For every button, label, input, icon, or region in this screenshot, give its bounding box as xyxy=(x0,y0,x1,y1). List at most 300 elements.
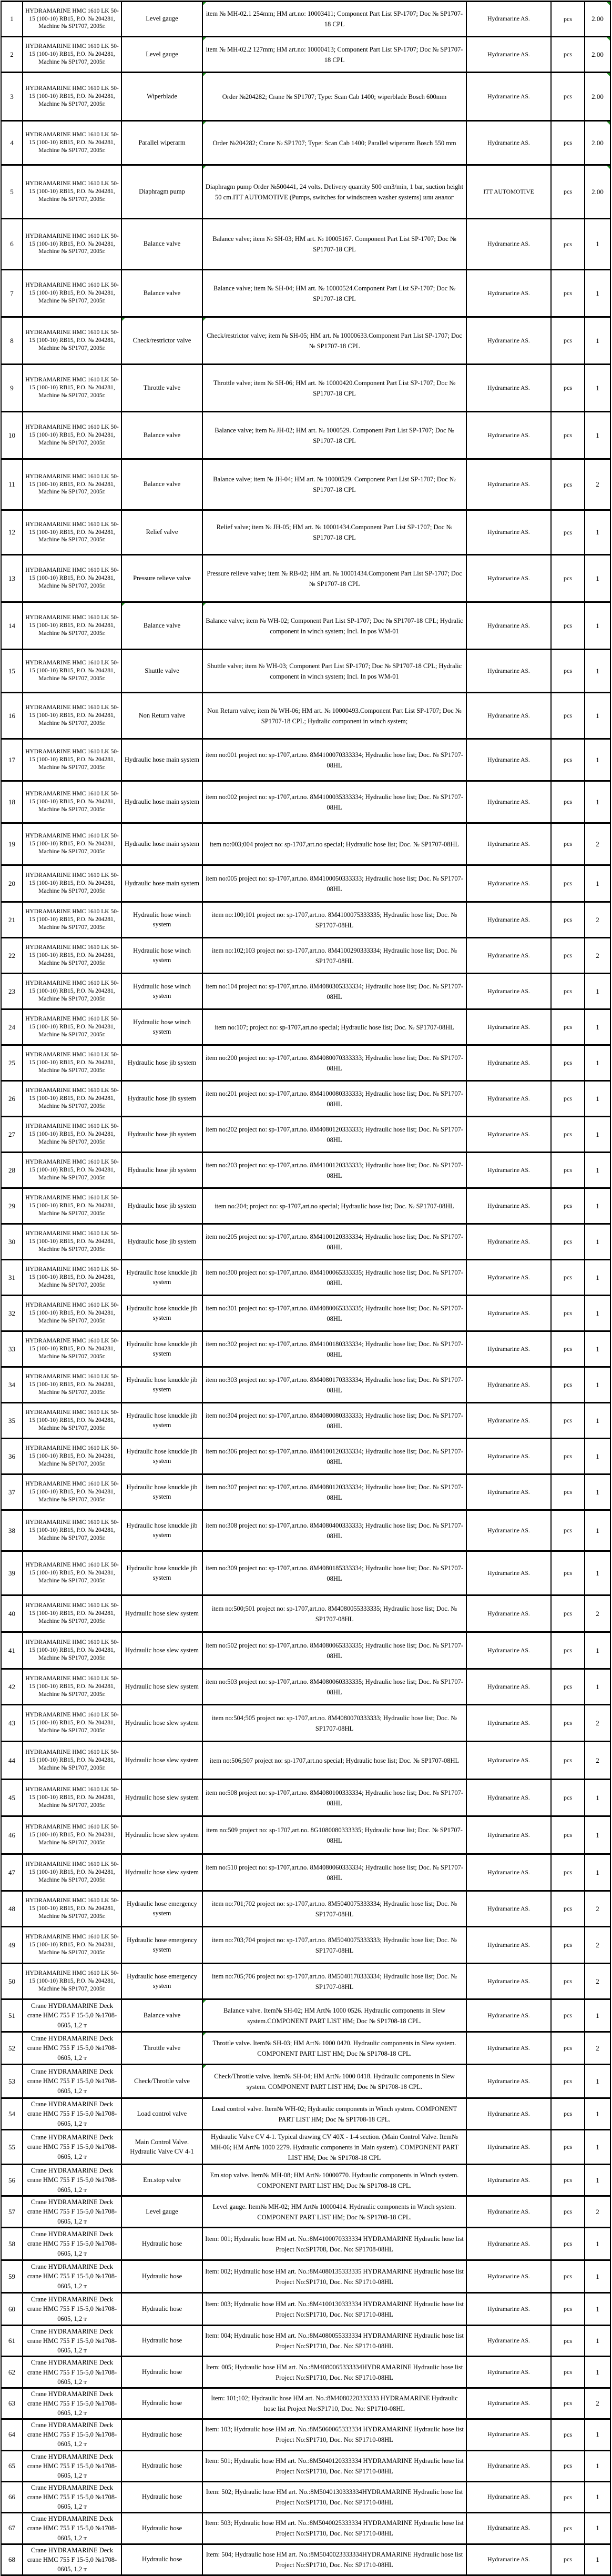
row-number-cell: 28 xyxy=(1,1153,23,1188)
item-type-cell: Balance valve xyxy=(121,412,202,459)
comment-marker-icon xyxy=(203,122,206,125)
item-type-cell: Hydraulic hose winch system xyxy=(121,1009,202,1045)
machine-cell: HYDRAMARINE HMC 1610 LK 50-15 (100-10) RB15, P.O. № 204281, Machine № SP1707, 2005г. xyxy=(23,317,121,365)
machine-cell: HYDRAMARINE HMC 1610 LK 50-15 (100-10) RB15, P.O. № 204281, Machine № SP1707, 2005г. xyxy=(23,219,121,270)
quantity-cell: 1 xyxy=(585,2544,610,2575)
brand-cell: Hydramarine AS. xyxy=(466,2450,551,2481)
row-number-cell: 31 xyxy=(1,1260,23,1296)
machine-cell: HYDRAMARINE HMC 1610 LK 50-15 (100-10) RB15, P.O. № 204281, Machine № SP1707, 2005г. xyxy=(23,650,121,693)
table-row xyxy=(1,2228,610,2260)
quantity-cell: 2 xyxy=(585,1595,610,1632)
item-type-cell: Hydraulic hose knuckle jib system xyxy=(121,1367,202,1403)
description-cell: item no:307 project no: sp-1707,art.no. 8M4080120333334; Hydraulic hose list; Doc. № SP1707-08HL xyxy=(202,1474,466,1510)
table-row xyxy=(1,555,610,602)
description-cell: item no:205 project no: sp-1707,art.no. 8M4100120333334; Hydraulic hose list; Doc. № SP1707-08HL xyxy=(202,1224,466,1260)
unit-cell: pcs xyxy=(551,1045,585,1081)
description-cell: item no:200 project no: sp-1707,art.no. 8M4080070333333; Hydraulic hose list; Doc. № SP1707-08HL xyxy=(202,1045,466,1081)
table-row xyxy=(1,602,610,650)
brand-cell: Hydramarine AS. xyxy=(466,317,551,365)
table-row xyxy=(1,1296,610,1331)
machine-cell: Crane HYDRAMARINE Deck crane HMC 755 F 15-5,0 №1708-0605, 1,2 т xyxy=(23,2196,121,2228)
brand-cell: Hydramarine AS. xyxy=(466,1964,551,1999)
item-type-cell: Hydraulic hose main system xyxy=(121,823,202,865)
row-number-cell: 44 xyxy=(1,1742,23,1780)
unit-cell: pcs xyxy=(551,73,585,121)
brand-cell: Hydramarine AS. xyxy=(466,555,551,602)
item-type-cell: Hydraulic hose slew system xyxy=(121,1669,202,1705)
table-row xyxy=(1,1403,610,1439)
unit-cell: pcs xyxy=(551,2196,585,2228)
quantity-cell: 2 xyxy=(585,459,610,510)
unit-cell: pcs xyxy=(551,974,585,1009)
brand-cell: Hydramarine AS. xyxy=(466,2388,551,2419)
quantity-cell: 1 xyxy=(585,781,610,823)
unit-cell: pcs xyxy=(551,2130,585,2165)
table-row xyxy=(1,2293,610,2326)
brand-cell: Hydramarine AS. xyxy=(466,1999,551,2032)
machine-cell: Crane HYDRAMARINE Deck crane HMC 755 F 15-5,0 №1708-0605, 1,2 т xyxy=(23,2388,121,2419)
row-number-cell: 19 xyxy=(1,823,23,865)
machine-cell: HYDRAMARINE HMC 1610 LK 50-15 (100-10) RB15, P.O. № 204281, Machine № SP1707, 2005г. xyxy=(23,1669,121,1705)
table-row xyxy=(1,938,610,974)
brand-cell: Hydramarine AS. xyxy=(466,1669,551,1705)
brand-cell: Hydramarine AS. xyxy=(466,2032,551,2065)
table-row xyxy=(1,823,610,865)
row-number-cell: 48 xyxy=(1,1891,23,1927)
machine-cell: HYDRAMARINE HMC 1610 LK 50-15 (100-10) RB15, P.O. № 204281, Machine № SP1707, 2005г. xyxy=(23,1854,121,1891)
unit-cell: pcs xyxy=(551,2357,585,2388)
quantity-cell: 2 xyxy=(585,902,610,938)
description-cell: item № MH-02.1 254mm; HM art.no: 10003411; Component Part List SP-1707; Doc № SP1707-18 CPL xyxy=(202,2,466,37)
quantity-cell: 1 xyxy=(585,2130,610,2165)
description-cell: Check/restrictor valve; item № SH-05; HM art. № 10000633.Component Part List SP-1707; Doc № SP1707-18 CPL xyxy=(202,317,466,365)
brand-cell: Hydramarine AS. xyxy=(466,1632,551,1669)
brand-cell: Hydramarine AS. xyxy=(466,37,551,73)
table-row xyxy=(1,739,610,781)
item-type-cell: Balance valve xyxy=(121,270,202,317)
brand-cell: Hydramarine AS. xyxy=(466,2357,551,2388)
machine-cell: HYDRAMARINE HMC 1610 LK 50-15 (100-10) RB15, P.O. № 204281, Machine № SP1707, 2005г. xyxy=(23,1510,121,1551)
row-number-cell: 49 xyxy=(1,1927,23,1964)
table-row xyxy=(1,1153,610,1188)
quantity-cell: 1 xyxy=(585,1117,610,1153)
machine-cell: Crane HYDRAMARINE Deck crane HMC 755 F 15-5,0 №1708-0605, 1,2 т xyxy=(23,2032,121,2065)
brand-cell: Hydramarine AS. xyxy=(466,270,551,317)
row-number-cell: 10 xyxy=(1,412,23,459)
brand-cell: Hydramarine AS. xyxy=(466,1439,551,1474)
description-cell: item no:508 project no: sp-1707,art.no. 8M4080100333334; Hydraulic hose list; Doc. № SP1707-08HL xyxy=(202,1780,466,1816)
row-number-cell: 38 xyxy=(1,1510,23,1551)
quantity-cell: 1 xyxy=(585,1296,610,1331)
row-number-cell: 26 xyxy=(1,1081,23,1117)
brand-cell: Hydramarine AS. xyxy=(466,1891,551,1927)
item-type-cell: Hydraulic hose main system xyxy=(121,739,202,781)
brand-cell: Hydramarine AS. xyxy=(466,2419,551,2450)
machine-cell: HYDRAMARINE HMC 1610 LK 50-15 (100-10) RB15, P.O. № 204281, Machine № SP1707, 2005г. xyxy=(23,1705,121,1742)
description-cell: item no:504;505 project no: sp-1707,art.no. 8M4080070333333; Hydraulic hose list; Doc. № SP1707-08HL xyxy=(202,1705,466,1742)
description-cell: item no:300 project no: sp-1707,art.no. 8M4100065333335; Hydraulic hose list; Doc. № SP1707-08HL xyxy=(202,1260,466,1296)
machine-cell: HYDRAMARINE HMC 1610 LK 50-15 (100-10) RB15, P.O. № 204281, Machine № SP1707, 2005г. xyxy=(23,865,121,902)
row-number-cell: 25 xyxy=(1,1045,23,1081)
item-type-cell: Balance valve xyxy=(121,602,202,650)
table-row xyxy=(1,2513,610,2544)
table-row xyxy=(1,1081,610,1117)
table-row xyxy=(1,974,610,1009)
row-number-cell: 50 xyxy=(1,1964,23,1999)
machine-cell: HYDRAMARINE HMC 1610 LK 50-15 (100-10) RB15, P.O. № 204281, Machine № SP1707, 2005г. xyxy=(23,1260,121,1296)
item-type-cell: Wiperblade xyxy=(121,73,202,121)
table-row xyxy=(1,459,610,510)
table-row xyxy=(1,2388,610,2419)
unit-cell: pcs xyxy=(551,37,585,73)
item-type-cell: Hydraulic hose xyxy=(121,2357,202,2388)
brand-cell: Hydramarine AS. xyxy=(466,1780,551,1816)
row-number-cell: 14 xyxy=(1,602,23,650)
description-cell: Em.stop valve. Item№ MH-08; HM Art№ 10000770. Hydraulic components in Winch system. COMPONENT PART LIST HM; Doc № SP1708-18 CPL. xyxy=(202,2165,466,2196)
table-row xyxy=(1,1474,610,1510)
table-row xyxy=(1,2098,610,2130)
brand-cell: Hydramarine AS. xyxy=(466,2513,551,2544)
table-row xyxy=(1,1224,610,1260)
description-cell: item no:001 project no: sp-1707,art.no. 8M4100070333334; Hydraulic hose list; Doc. № SP1707-08HL xyxy=(202,739,466,781)
description-cell: item no:100;101 project no: sp-1707,art.no. 8M4100075333335; Hydraulic hose list; Doc. № SP1707-08HL xyxy=(202,902,466,938)
brand-cell: Hydramarine AS. xyxy=(466,1595,551,1632)
unit-cell: pcs xyxy=(551,1780,585,1816)
brand-cell: Hydramarine AS. xyxy=(466,1331,551,1367)
comment-marker-icon xyxy=(607,122,610,125)
row-number-cell: 52 xyxy=(1,2032,23,2065)
brand-cell: Hydramarine AS. xyxy=(466,1474,551,1510)
machine-cell: Crane HYDRAMARINE Deck crane HMC 755 F 15-5,0 №1708-0605, 1,2 т xyxy=(23,2130,121,2165)
machine-cell: HYDRAMARINE HMC 1610 LK 50-15 (100-10) RB15, P.O. № 204281, Machine № SP1707, 2005г. xyxy=(23,602,121,650)
machine-cell: HYDRAMARINE HMC 1610 LK 50-15 (100-10) RB15, P.O. № 204281, Machine № SP1707, 2005г. xyxy=(23,1551,121,1595)
machine-cell: HYDRAMARINE HMC 1610 LK 50-15 (100-10) RB15, P.O. № 204281, Machine № SP1707, 2005г. xyxy=(23,2,121,37)
brand-cell: Hydramarine AS. xyxy=(466,2228,551,2260)
table-row xyxy=(1,1891,610,1927)
machine-cell: HYDRAMARINE HMC 1610 LK 50-15 (100-10) RB15, P.O. № 204281, Machine № SP1707, 2005г. xyxy=(23,974,121,1009)
row-number-cell: 67 xyxy=(1,2513,23,2544)
brand-cell: Hydramarine AS. xyxy=(466,1224,551,1260)
comment-marker-icon xyxy=(607,73,610,76)
item-type-cell: Hydraulic hose xyxy=(121,2481,202,2512)
comment-marker-icon xyxy=(203,2000,206,2003)
unit-cell: pcs xyxy=(551,2326,585,2357)
item-type-cell: Throttle valve xyxy=(121,2032,202,2065)
table-row xyxy=(1,1117,610,1153)
quantity-cell: 1 xyxy=(585,1510,610,1551)
parts-table xyxy=(1,1,611,2576)
brand-cell: Hydramarine AS. xyxy=(466,1296,551,1331)
quantity-cell: 1 xyxy=(585,270,610,317)
row-number-cell: 53 xyxy=(1,2065,23,2098)
description-cell: item no:308 project no: sp-1707,art.no. 8M4080400333333; Hydraulic hose list; Doc. № SP1707-08HL xyxy=(202,1510,466,1551)
machine-cell: Crane HYDRAMARINE Deck crane HMC 755 F 15-5,0 №1708-0605, 1,2 т xyxy=(23,2357,121,2388)
brand-cell: Hydramarine AS. xyxy=(466,902,551,938)
brand-cell: Hydramarine AS. xyxy=(466,1117,551,1153)
description-cell: item no:003;004 project no: sp-1707,art.no special; Hydraulic hose list; Doc. № SP1707-08HL xyxy=(202,823,466,865)
table-row xyxy=(1,650,610,693)
table-row xyxy=(1,1632,610,1669)
unit-cell: pcs xyxy=(551,2,585,37)
row-number-cell: 51 xyxy=(1,1999,23,2032)
item-type-cell: Hydraulic hose slew system xyxy=(121,1705,202,1742)
unit-cell: pcs xyxy=(551,1669,585,1705)
row-number-cell: 55 xyxy=(1,2130,23,2165)
unit-cell: pcs xyxy=(551,693,585,739)
item-type-cell: Em.stop valve xyxy=(121,2165,202,2196)
description-cell: Order №204282; Crane № SP1707; Type: Scan Cab 1400; Parallel wiperarm Bosch 550 mm xyxy=(202,121,466,165)
description-cell: item № MH-02.2 127mm; HM art.no: 10000413; Component Part List SP-1707; Doc № SP1707-18 CPL xyxy=(202,37,466,73)
quantity-cell: 1 xyxy=(585,2450,610,2481)
quantity-cell: 1 xyxy=(585,2293,610,2326)
unit-cell: pcs xyxy=(551,510,585,555)
machine-cell: HYDRAMARINE HMC 1610 LK 50-15 (100-10) RB15, P.O. № 204281, Machine № SP1707, 2005г. xyxy=(23,902,121,938)
row-number-cell: 23 xyxy=(1,974,23,1009)
unit-cell: pcs xyxy=(551,2419,585,2450)
description-cell: Item: 504; Hydraulic hose HM art. No.:8M5040023333334HYDRAMARINE Hydraulic hose list Project No:SP1710, Doc. No: SP1710-08HL xyxy=(202,2544,466,2575)
description-cell: Item: 004; Hydraulic hose HM art. No.:8M4080055333334 HYDRAMARINE Hydraulic hose list Project No:SP1710, Doc. No: SP1710-08HL xyxy=(202,2326,466,2357)
row-number-cell: 2 xyxy=(1,37,23,73)
quantity-cell: 2 xyxy=(585,2196,610,2228)
item-type-cell: Level gauge xyxy=(121,2,202,37)
unit-cell: pcs xyxy=(551,1188,585,1224)
row-number-cell: 56 xyxy=(1,2165,23,2196)
item-type-cell: Hydraulic hose emergency system xyxy=(121,1927,202,1964)
item-type-cell: Hydraulic hose xyxy=(121,2513,202,2544)
description-cell: item no:302 project no: sp-1707,art.no. 8M4100180333334; Hydraulic hose list; Doc. № SP1707-08HL xyxy=(202,1331,466,1367)
machine-cell: Crane HYDRAMARINE Deck crane HMC 755 F 15-5,0 №1708-0605, 1,2 т xyxy=(23,2450,121,2481)
description-cell: item no:703;704 project no: sp-1707,art.no. 8M5040075333333; Hydraulic hose list; Doc. № SP1707-08HL xyxy=(202,1927,466,1964)
item-type-cell: Hydraulic hose xyxy=(121,2544,202,2575)
table-row xyxy=(1,1964,610,1999)
item-type-cell: Hydraulic hose slew system xyxy=(121,1632,202,1669)
row-number-cell: 57 xyxy=(1,2196,23,2228)
description-cell: item no:204; project no: sp-1707,art.no special; Hydraulic hose list; Doc. № SP1707-08HL xyxy=(202,1188,466,1224)
table-row xyxy=(1,412,610,459)
unit-cell: pcs xyxy=(551,1816,585,1854)
description-cell: Balance valve. Item№ SH-02; HM Art№ 1000 0526. Hydraulic components in Slew system.COMPONENT PART LIST HM; Doc № SP1708-18 CPL. xyxy=(202,1999,466,2032)
quantity-cell: 2.00 xyxy=(585,37,610,73)
table-row xyxy=(1,1705,610,1742)
brand-cell: Hydramarine AS. xyxy=(466,1188,551,1224)
item-type-cell: Hydraulic hose main system xyxy=(121,781,202,823)
table-row xyxy=(1,219,610,270)
quantity-cell: 2 xyxy=(585,1964,610,1999)
row-number-cell: 29 xyxy=(1,1188,23,1224)
row-number-cell: 64 xyxy=(1,2419,23,2450)
description-cell: item no:201 project no: sp-1707,art.no. 8M4100080333333; Hydraulic hose list; Doc. № SP1707-08HL xyxy=(202,1081,466,1117)
row-number-cell: 65 xyxy=(1,2450,23,2481)
comment-marker-icon xyxy=(607,37,610,41)
comment-marker-icon xyxy=(203,318,206,321)
description-cell: item no:705;706 project no: sp-1707,art.no. 8M5040170333334; Hydraulic hose list; Doc. № SP1707-08HL xyxy=(202,1964,466,1999)
unit-cell: pcs xyxy=(551,902,585,938)
brand-cell: Hydramarine AS. xyxy=(466,2196,551,2228)
brand-cell: Hydramarine AS. xyxy=(466,2326,551,2357)
item-type-cell: Hydraulic hose winch system xyxy=(121,938,202,974)
item-type-cell: Hydraulic hose jib system xyxy=(121,1045,202,1081)
quantity-cell: 1 xyxy=(585,1009,610,1045)
description-cell: item no:506;507 project no: sp-1707,art.no special; Hydraulic hose list; Doc. № SP1707-08HL xyxy=(202,1742,466,1780)
description-cell: Pressure relieve valve; item № RB-02; HM art. № 10001434.Component Part List SP-1707; Doc № SP1707-18 CPL xyxy=(202,555,466,602)
quantity-cell: 1 xyxy=(585,1224,610,1260)
quantity-cell: 1 xyxy=(585,693,610,739)
unit-cell: pcs xyxy=(551,1474,585,1510)
unit-cell: pcs xyxy=(551,1153,585,1188)
quantity-cell: 1 xyxy=(585,1153,610,1188)
description-cell: item no:309 project no: sp-1707,art.no. 8M4080185333334; Hydraulic hose list; Doc. № SP1707-08HL xyxy=(202,1551,466,1595)
quantity-cell: 1 xyxy=(585,2228,610,2260)
description-cell: Balance valve; item № SH-03; HM art. № 10005167. Component Part List SP-1707; Doc № SP1707-18 CPL xyxy=(202,219,466,270)
unit-cell: pcs xyxy=(551,650,585,693)
table-row xyxy=(1,1260,610,1296)
table-row xyxy=(1,2196,610,2228)
description-cell: item no:503 project no: sp-1707,art.no. 8M4080060333335; Hydraulic hose list; Doc. № SP1707-08HL xyxy=(202,1669,466,1705)
item-type-cell: Hydraulic hose jib system xyxy=(121,1117,202,1153)
item-type-cell: Load control valve xyxy=(121,2098,202,2130)
quantity-cell: 2 xyxy=(585,2388,610,2419)
brand-cell: Hydramarine AS. xyxy=(466,938,551,974)
item-type-cell: Relief valve xyxy=(121,510,202,555)
table-row xyxy=(1,2481,610,2512)
table-row xyxy=(1,1009,610,1045)
machine-cell: HYDRAMARINE HMC 1610 LK 50-15 (100-10) RB15, P.O. № 204281, Machine № SP1707, 2005г. xyxy=(23,1964,121,1999)
brand-cell: Hydramarine AS. xyxy=(466,1009,551,1045)
brand-cell: Hydramarine AS. xyxy=(466,1045,551,1081)
item-type-cell: Hydraulic hose winch system xyxy=(121,902,202,938)
quantity-cell: 1 xyxy=(585,1999,610,2032)
row-number-cell: 61 xyxy=(1,2326,23,2357)
row-number-cell: 22 xyxy=(1,938,23,974)
unit-cell: pcs xyxy=(551,1260,585,1296)
machine-cell: Crane HYDRAMARINE Deck crane HMC 755 F 15-5,0 №1708-0605, 1,2 т xyxy=(23,2260,121,2293)
table-row xyxy=(1,1367,610,1403)
unit-cell: pcs xyxy=(551,2165,585,2196)
description-cell: Check/Throttle valve. Item№ SH-04; HM Art№ 1000 0418. Hydraulic components in Slew system. COMPONENT PART LIST HM; Doc № SP1708-18 CPL. xyxy=(202,2065,466,2098)
machine-cell: HYDRAMARINE HMC 1610 LK 50-15 (100-10) RB15, P.O. № 204281, Machine № SP1707, 2005г. xyxy=(23,1439,121,1474)
quantity-cell: 1 xyxy=(585,739,610,781)
brand-cell: Hydramarine AS. xyxy=(466,693,551,739)
table-row xyxy=(1,2130,610,2165)
item-type-cell: Balance valve xyxy=(121,1999,202,2032)
quantity-cell: 1 xyxy=(585,1403,610,1439)
unit-cell: pcs xyxy=(551,2450,585,2481)
unit-cell: pcs xyxy=(551,938,585,974)
brand-cell: Hydramarine AS. xyxy=(466,650,551,693)
unit-cell: pcs xyxy=(551,2293,585,2326)
description-cell: Load control valve. Item№ WH-02; Hydraulic components in Winch system. COMPONENT PART LIST HM; Doc № SP1708-18 CPL. xyxy=(202,2098,466,2130)
quantity-cell: 2.00 xyxy=(585,2,610,37)
brand-cell: Hydramarine AS. xyxy=(466,602,551,650)
machine-cell: Crane HYDRAMARINE Deck crane HMC 755 F 15-5,0 №1708-0605, 1,2 т xyxy=(23,2165,121,2196)
description-cell: item no:102;103 project no: sp-1707,art.no. 8M4100290333334; Hydraulic hose list; Doc. № SP1707-08HL xyxy=(202,938,466,974)
quantity-cell: 1 xyxy=(585,1045,610,1081)
brand-cell: Hydramarine AS. xyxy=(466,219,551,270)
item-type-cell: Parallel wiperarm xyxy=(121,121,202,165)
table-row xyxy=(1,1927,610,1964)
unit-cell: pcs xyxy=(551,1439,585,1474)
table-row xyxy=(1,2032,610,2065)
machine-cell: HYDRAMARINE HMC 1610 LK 50-15 (100-10) RB15, P.O. № 204281, Machine № SP1707, 2005г. xyxy=(23,1780,121,1816)
item-type-cell: Balance valve xyxy=(121,459,202,510)
item-type-cell: Hydraulic hose xyxy=(121,2293,202,2326)
description-cell: item no:509 project no: sp-1707,art.no. 8G1080080333335; Hydraulic hose list; Doc. № SP1707-08HL xyxy=(202,1816,466,1854)
machine-cell: HYDRAMARINE HMC 1610 LK 50-15 (100-10) RB15, P.O. № 204281, Machine № SP1707, 2005г. xyxy=(23,1891,121,1927)
table-row xyxy=(1,865,610,902)
quantity-cell: 1 xyxy=(585,865,610,902)
description-cell: Item: 501; Hydraulic hose HM art. No.:8M5040120333334 HYDRAMARINE Hydraulic hose list Project No:SP1710, Doc. No: SP1710-08HL xyxy=(202,2450,466,2481)
description-cell: Level gauge. Item№ MH-02; HM Art№ 10000414. Hydraulic components in Winch system. COMPONENT PART LIST HM; Doc № SP1708-18 CPL. xyxy=(202,2196,466,2228)
unit-cell: pcs xyxy=(551,1854,585,1891)
machine-cell: HYDRAMARINE HMC 1610 LK 50-15 (100-10) RB15, P.O. № 204281, Machine № SP1707, 2005г. xyxy=(23,739,121,781)
brand-cell: Hydramarine AS. xyxy=(466,1816,551,1854)
unit-cell: pcs xyxy=(551,1367,585,1403)
machine-cell: Crane HYDRAMARINE Deck crane HMC 755 F 15-5,0 №1708-0605, 1,2 т xyxy=(23,2419,121,2450)
unit-cell: pcs xyxy=(551,781,585,823)
comment-marker-icon xyxy=(607,166,610,169)
machine-cell: HYDRAMARINE HMC 1610 LK 50-15 (100-10) RB15, P.O. № 204281, Machine № SP1707, 2005г. xyxy=(23,73,121,121)
unit-cell: pcs xyxy=(551,602,585,650)
description-cell: Balance valve; item № WH-02; Component Part List SP-1707; Doc № SP1707-18 CPL; Hydralic component in winch system; Incl. In pos WM-01 xyxy=(202,602,466,650)
table-row xyxy=(1,2065,610,2098)
item-type-cell: Check/Throttle valve xyxy=(121,2065,202,2098)
quantity-cell: 1 xyxy=(585,1551,610,1595)
machine-cell: HYDRAMARINE HMC 1610 LK 50-15 (100-10) RB15, P.O. № 204281, Machine № SP1707, 2005г. xyxy=(23,37,121,73)
machine-cell: Crane HYDRAMARINE Deck crane HMC 755 F 15-5,0 №1708-0605, 1,2 т xyxy=(23,2326,121,2357)
item-type-cell: Hydraulic hose jib system xyxy=(121,1153,202,1188)
item-type-cell: Hydraulic hose slew system xyxy=(121,1854,202,1891)
row-number-cell: 45 xyxy=(1,1780,23,1816)
table-row xyxy=(1,1780,610,1816)
unit-cell: pcs xyxy=(551,739,585,781)
brand-cell: ITT AUTOMOTIVE xyxy=(466,165,551,219)
unit-cell: pcs xyxy=(551,2065,585,2098)
row-number-cell: 54 xyxy=(1,2098,23,2130)
row-number-cell: 39 xyxy=(1,1551,23,1595)
comment-marker-icon xyxy=(122,318,125,321)
description-cell: item no:107; project no: sp-1707,art.no special; Hydraulic hose list; Doc. № SP1707-08HL xyxy=(202,1009,466,1045)
row-number-cell: 15 xyxy=(1,650,23,693)
unit-cell: pcs xyxy=(551,1009,585,1045)
quantity-cell: 1 xyxy=(585,1632,610,1669)
description-cell: item no:005 project no: sp-1707,art.no. 8M4100050333333; Hydraulic hose list; Doc. № SP1707-08HL xyxy=(202,865,466,902)
brand-cell: Hydramarine AS. xyxy=(466,974,551,1009)
quantity-cell: 1 xyxy=(585,2065,610,2098)
brand-cell: Hydramarine AS. xyxy=(466,2544,551,2575)
unit-cell: pcs xyxy=(551,1403,585,1439)
brand-cell: Hydramarine AS. xyxy=(466,2,551,37)
item-type-cell: Shuttle valve xyxy=(121,650,202,693)
row-number-cell: 3 xyxy=(1,73,23,121)
table-row xyxy=(1,2544,610,2575)
quantity-cell: 1 xyxy=(585,2419,610,2450)
machine-cell: HYDRAMARINE HMC 1610 LK 50-15 (100-10) RB15, P.O. № 204281, Machine № SP1707, 2005г. xyxy=(23,1009,121,1045)
table-row xyxy=(1,270,610,317)
unit-cell: pcs xyxy=(551,459,585,510)
item-type-cell: Hydraulic hose jib system xyxy=(121,1224,202,1260)
unit-cell: pcs xyxy=(551,1510,585,1551)
machine-cell: HYDRAMARINE HMC 1610 LK 50-15 (100-10) RB15, P.O. № 204281, Machine № SP1707, 2005г. xyxy=(23,555,121,602)
brand-cell: Hydramarine AS. xyxy=(466,2065,551,2098)
unit-cell: pcs xyxy=(551,1964,585,1999)
brand-cell: Hydramarine AS. xyxy=(466,510,551,555)
row-number-cell: 42 xyxy=(1,1669,23,1705)
machine-cell: HYDRAMARINE HMC 1610 LK 50-15 (100-10) RB15, P.O. № 204281, Machine № SP1707, 2005г. xyxy=(23,1403,121,1439)
brand-cell: Hydramarine AS. xyxy=(466,1510,551,1551)
machine-cell: HYDRAMARINE HMC 1610 LK 50-15 (100-10) RB15, P.O. № 204281, Machine № SP1707, 2005г. xyxy=(23,1188,121,1224)
row-number-cell: 18 xyxy=(1,781,23,823)
item-type-cell: Hydraulic hose knuckle jib system xyxy=(121,1331,202,1367)
